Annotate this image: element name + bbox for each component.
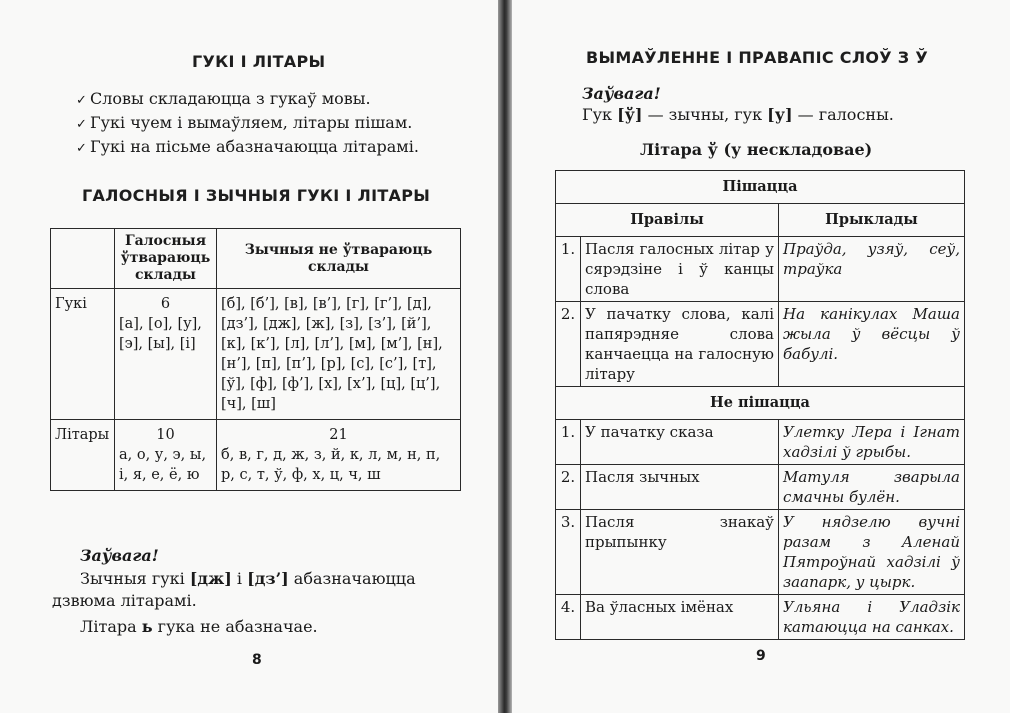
example-text: На канікулах Маша жыла ў вёсцы ў бабулі. [779,302,965,387]
left-note-title: Заўвага! [80,546,159,565]
table-row [556,237,965,302]
consonant-sounds: [б], [б’], [в], [в’], [г], [г’], [д], [дз’], [дж], [ж], [з], [з’], [й’], [к], [к’], [л], [л’], [м], [м’], [н], [н’], [п], [п’], [р], [с], [с’], [т], [ў], [ф], [ф’], [х], [х’], [ц], [ц’], [ч], [ш] [217,289,461,420]
row-number: 1. [556,237,581,302]
right-subtitle: Літара ў (у нескладовае) [640,140,873,159]
bullet-list [76,88,419,160]
row-number: 2. [556,302,581,387]
example-text: Улетку Лера і Ігнат хадзілі ў грыбы. [779,420,965,465]
checkmark-icon: ✓ [76,141,87,156]
row-number: 3. [556,510,581,595]
column-rules: Правілы [556,204,779,237]
example-text: Праўда, узяў, сеў, траўка [779,237,965,302]
example-text: У нядзелю вучні разам з Аленай Пятроўнай хадзілі ў заапарк, у цырк. [779,510,965,595]
row-number: 2. [556,465,581,510]
vowel-letter-count: 10 [156,427,175,443]
vowel-sounds-cell [115,289,217,420]
rule-text: Ва ўласных імёнах [581,595,779,640]
rule-text: Пасля зычных [581,465,779,510]
table-row [556,595,965,640]
header-consonants: Зычныя не ўтвараюць склады [217,229,461,289]
group-header-row [556,171,965,204]
row-number: 1. [556,420,581,465]
column-examples: Прыклады [779,204,965,237]
table-row [556,302,965,387]
table-row [556,465,965,510]
row-number: 4. [556,595,581,640]
right-note-text: Гук [ў] — зычны, гук [у] — галосны. [582,105,894,124]
checkmark-icon: ✓ [76,93,87,108]
checkmark-icon: ✓ [76,117,87,132]
section-title: ГАЛОСНЫЯ І ЗЫЧНЫЯ ГУКІ І ЛІТАРЫ [82,186,431,205]
book-spine [498,0,512,713]
vowel-letters: а, о, у, э, ы, і, я, е, ё, ю [119,447,207,483]
consonant-letters-cell [217,420,461,491]
vowel-letters-cell [115,420,217,491]
example-text: Ульяна і Уладзік катаюцца на санках. [779,595,965,640]
vowel-sounds: [а], [о], [у], [э], [ы], [і] [119,316,202,352]
header-vowels: Галосныя ўтвараюць склады [115,229,217,289]
header-empty [51,229,115,289]
consonant-letter-count: 21 [329,427,348,443]
list-item: ✓ Гукі на пісьме абазначаюцца літарамі. [76,136,419,160]
group-title-not-written: Не пішацца [556,387,965,420]
left-page-title: ГУКІ І ЛІТАРЫ [192,52,326,71]
rule-text: У пачатку слова, калі папярэдняе слова канчаецца на галосную літару [581,302,779,387]
table-row [556,510,965,595]
table-row [51,420,461,491]
vowels-consonants-table [50,228,461,491]
page-number-left: 8 [252,652,262,668]
rule-text: У пачатку сказа [581,420,779,465]
vowel-sound-count: 6 [160,296,171,312]
rule-text: Пасля галосных літар у сярэдзіне і ў канцы слова [581,237,779,302]
table-row [556,420,965,465]
column-header-row [556,204,965,237]
page-number-right: 9 [756,648,766,664]
right-page-title: ВЫМАЎЛЕННЕ І ПРАВАПІС СЛОЎ З Ў [586,48,928,67]
list-item: ✓ Гукі чуем і вымаўляем, літары пішам. [76,112,419,136]
left-note-paragraph: Зычныя гукі [дж] і [дз’] абазначаюцца дзвюма літарамі. [52,569,416,610]
letter-u-rules-table [555,170,965,640]
rule-text: Пасля знакаў прыпынку [581,510,779,595]
list-item: ✓ Словы складаюцца з гукаў мовы. [76,88,419,112]
consonant-letters: б, в, г, д, ж, з, й, к, л, м, н, п, р, с, т, ў, ф, х, ц, ч, ш [221,447,441,483]
example-text: Матуля зварыла смачны булён. [779,465,965,510]
group-title-written: Пішацца [556,171,965,204]
group-header-row [556,387,965,420]
left-note-paragraph-2: Літара ь гука не абазначае. [80,617,318,636]
row-label: Літары [51,420,115,491]
table-header-row [51,229,461,289]
right-note-title: Заўвага! [582,84,661,103]
row-label: Гукі [51,289,115,420]
table-row [51,289,461,420]
